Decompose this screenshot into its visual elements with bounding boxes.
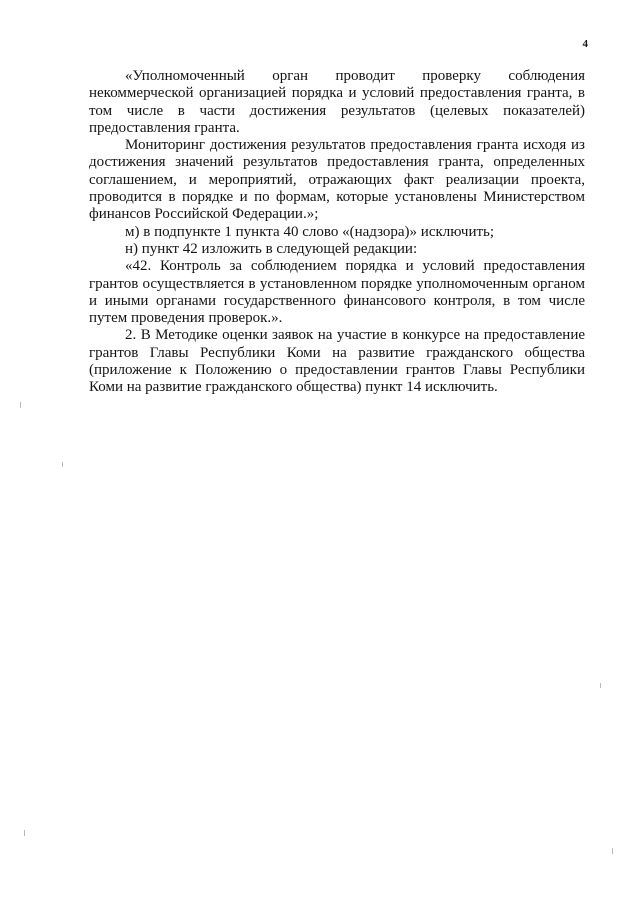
paragraph-item-n: н) пункт 42 изложить в следующей редакции: (125, 240, 418, 257)
page-number: 4 (582, 38, 588, 50)
document-body (89, 68, 585, 397)
paragraph-monitoring: Мониторинг достижения результатов предоставления гранта исходя из достижения значений результатов предоставления гранта, определенных соглашением, и мероприятий, отражающих факт реализации проекта, проводится в порядке и по формам, которые установлены Министерством финансов Российской Федерации.»; (89, 137, 585, 223)
scan-artifact (600, 683, 601, 688)
paragraph-item-42: «42. Контроль за соблюдением порядка и условий предоставления грантов осуществляется в установленном порядке уполномоченным органом и иными органами государственного финансового контроля, в том числе путем проведения проверок.». (89, 258, 585, 327)
scan-artifact (612, 848, 613, 854)
scan-artifact (24, 830, 25, 836)
paragraph-verification: «Уполномоченный орган проводит проверку соблюдения некоммерческой организацией порядка и условий предоставления гранта, в том числе в части достижения результатов (целевых показателей) предоставления гранта. (89, 68, 585, 136)
scan-artifact (62, 462, 63, 467)
paragraph-item-m: м) в подпункте 1 пункта 40 слово «(надзора)» исключить; (125, 223, 495, 240)
scan-artifact (20, 402, 21, 408)
paragraph-methodology: 2. В Методике оценки заявок на участие в конкурсе на предоставление грантов Главы Республики Коми на развитие гражданского общества (приложение к Положению о предоставлении грантов Главы Республики Коми на развитие гражданского общества) пункт 14 исключить. (89, 327, 585, 396)
